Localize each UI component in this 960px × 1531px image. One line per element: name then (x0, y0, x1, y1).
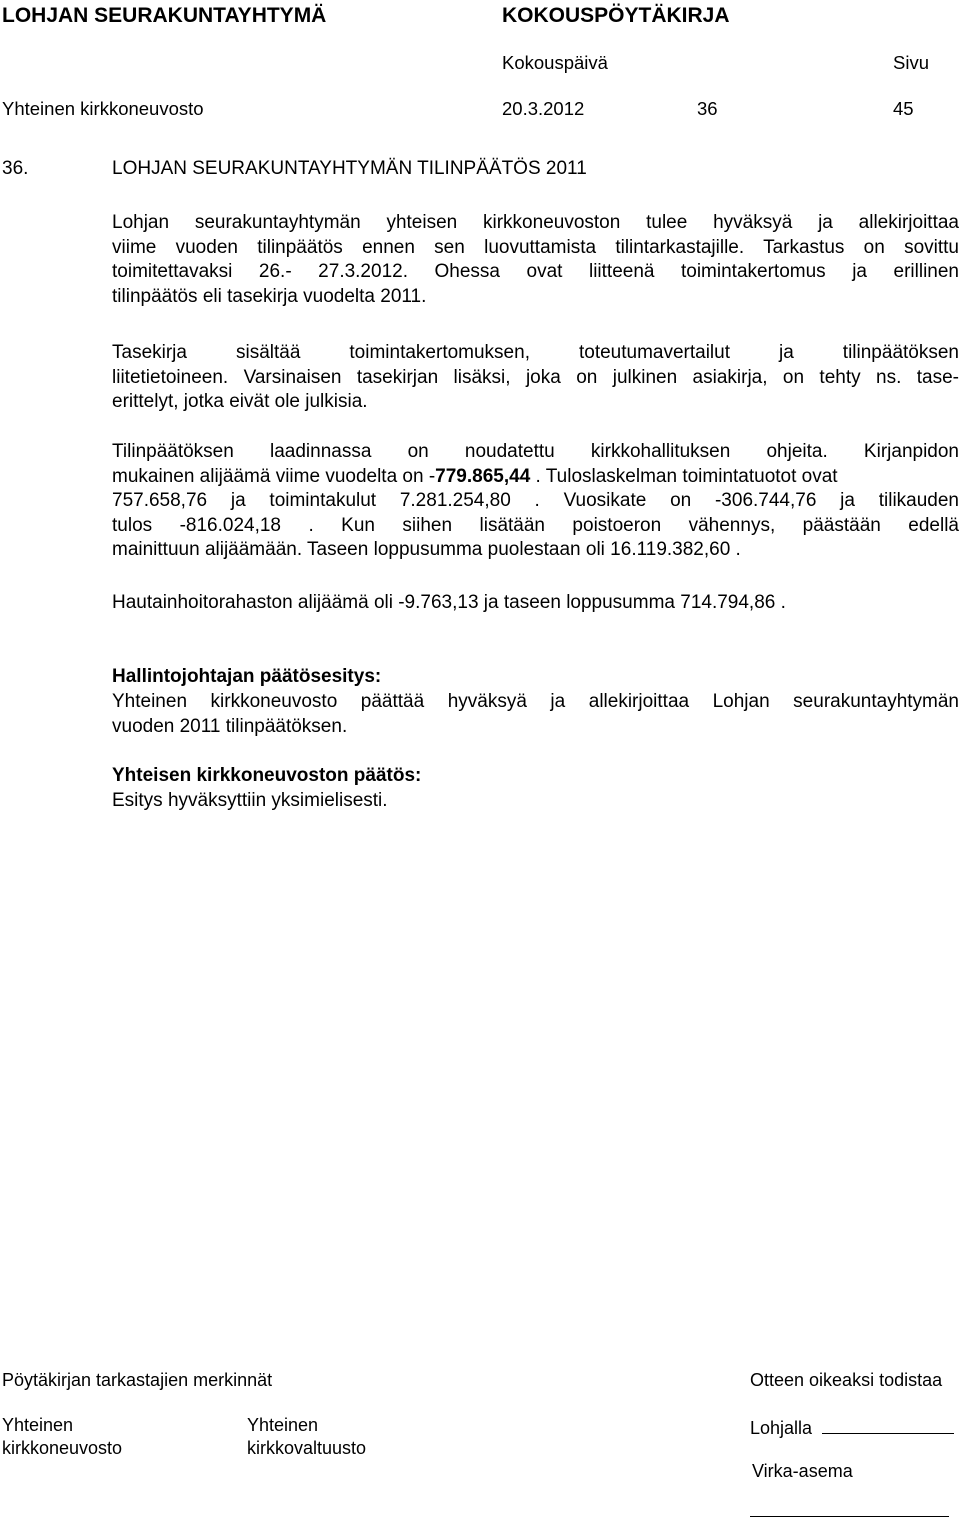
decision-text: Esitys hyväksyttiin yksimielisesti. (112, 790, 388, 811)
paragraph-1-line: viime vuoden tilinpäätös ennen sen luovuttamista tilintarkastajille. Tarkastus on sovittu (112, 236, 959, 258)
proposal-line: vuoden 2011 tilinpäätöksen. (112, 715, 348, 737)
reviewer-col2-line1: Yhteinen (247, 1415, 319, 1435)
paragraph-3 (112, 440, 959, 563)
body-name: Yhteinen kirkkoneuvosto (2, 98, 204, 119)
organization-name: LOHJAN SEURAKUNTAYHTYMÄ (2, 4, 327, 27)
decision-heading: Yhteisen kirkkoneuvoston päätös: (112, 765, 422, 786)
paragraph-3-line: Tilinpäätöksen laadinnassa on noudatettu kirkkohallituksen ohjeita. Kirjanpidon (112, 441, 959, 462)
meeting-date: 20.3.2012 (502, 98, 585, 119)
paragraph-2-line: liitetietoineen. Varsinaisen tasekirjan lisäksi, joka on julkinen asiakirja, on tehty ns. tase- (112, 366, 959, 388)
reviewers-label: Pöytäkirjan tarkastajien merkinnät (2, 1370, 273, 1390)
proposal-line: Yhteinen kirkkoneuvosto päättää hyväksyä ja allekirjoittaa Lohjan seurakuntayhtymän (112, 691, 959, 712)
paragraph-3-line: mainittuun alijäämään. Taseen loppusumma puolestaan oli 16.119.382,60 . (112, 539, 741, 560)
proposal-heading: Hallintojohtajan päätösesitys: (112, 666, 382, 687)
paragraph-3-line: 757.658,76 ja toimintakulut 7.281.254,80 . Vuosikate on -306.744,76 ja tilikauden (112, 490, 959, 511)
text-segment: . Tuloslaskelman toimintatuotot ovat (535, 465, 838, 487)
paragraph-2-line: erittelyt, jotka eivät ole julkisia. (112, 391, 368, 412)
proposal-text (112, 690, 959, 739)
deficit-amount: 779.865,44 (435, 465, 536, 487)
meeting-number: 36 (697, 98, 718, 119)
page-number: 45 (893, 98, 914, 119)
place-field (750, 1415, 954, 1439)
header-underline-mark (722, 52, 733, 72)
paragraph-1-line: Lohjan seurakuntayhtymän yhteisen kirkkoneuvoston tulee hyväksyä ja allekirjoittaa (112, 212, 959, 233)
place-underline (822, 1415, 954, 1434)
date-label: Kokouspäivä (502, 52, 608, 73)
signature-line (750, 1516, 949, 1517)
position-label: Virka-asema (752, 1461, 853, 1481)
reviewer-col1-line2: kirkkoneuvosto (2, 1438, 123, 1458)
paragraph-1-line: tilinpäätös eli tasekirja vuodelta 2011. (112, 285, 427, 307)
paragraph-2-line: Tasekirja sisältää toimintakertomuksen, toteutumavertailut ja tilinpäätöksen (112, 342, 959, 363)
paragraph-1 (112, 211, 959, 309)
section-title: LOHJAN SEURAKUNTAYHTYMÄN TILINPÄÄTÖS 2011 (112, 158, 587, 179)
paragraph-1-line: toimitettavaksi 26.- 27.3.2012. Ohessa ovat liitteenä toimintakertomus ja erillinen (112, 261, 959, 282)
paragraph-3-line-2 (112, 465, 959, 490)
section-number: 36. (2, 158, 29, 179)
text-segment: mukainen alijäämä viime vuodelta on - (112, 465, 436, 487)
document-type: KOKOUSPÖYTÄKIRJA (502, 4, 730, 27)
place-label: Lohjalla (750, 1418, 813, 1438)
certified-label: Otteen oikeaksi todistaa (750, 1370, 943, 1390)
page-label: Sivu (893, 52, 929, 73)
paragraph-3-line: tulos -816.024,18 . Kun siihen lisätään poistoeron vähennys, päästään edellä (112, 514, 959, 536)
reviewer-col2-line2: kirkkovaltuusto (247, 1438, 367, 1458)
paragraph-2 (112, 341, 959, 415)
paragraph-4: Hautainhoitorahaston alijäämä oli -9.763,13 ja taseen loppusumma 714.794,86 . (112, 592, 786, 613)
reviewer-col1-line1: Yhteinen (2, 1415, 74, 1435)
